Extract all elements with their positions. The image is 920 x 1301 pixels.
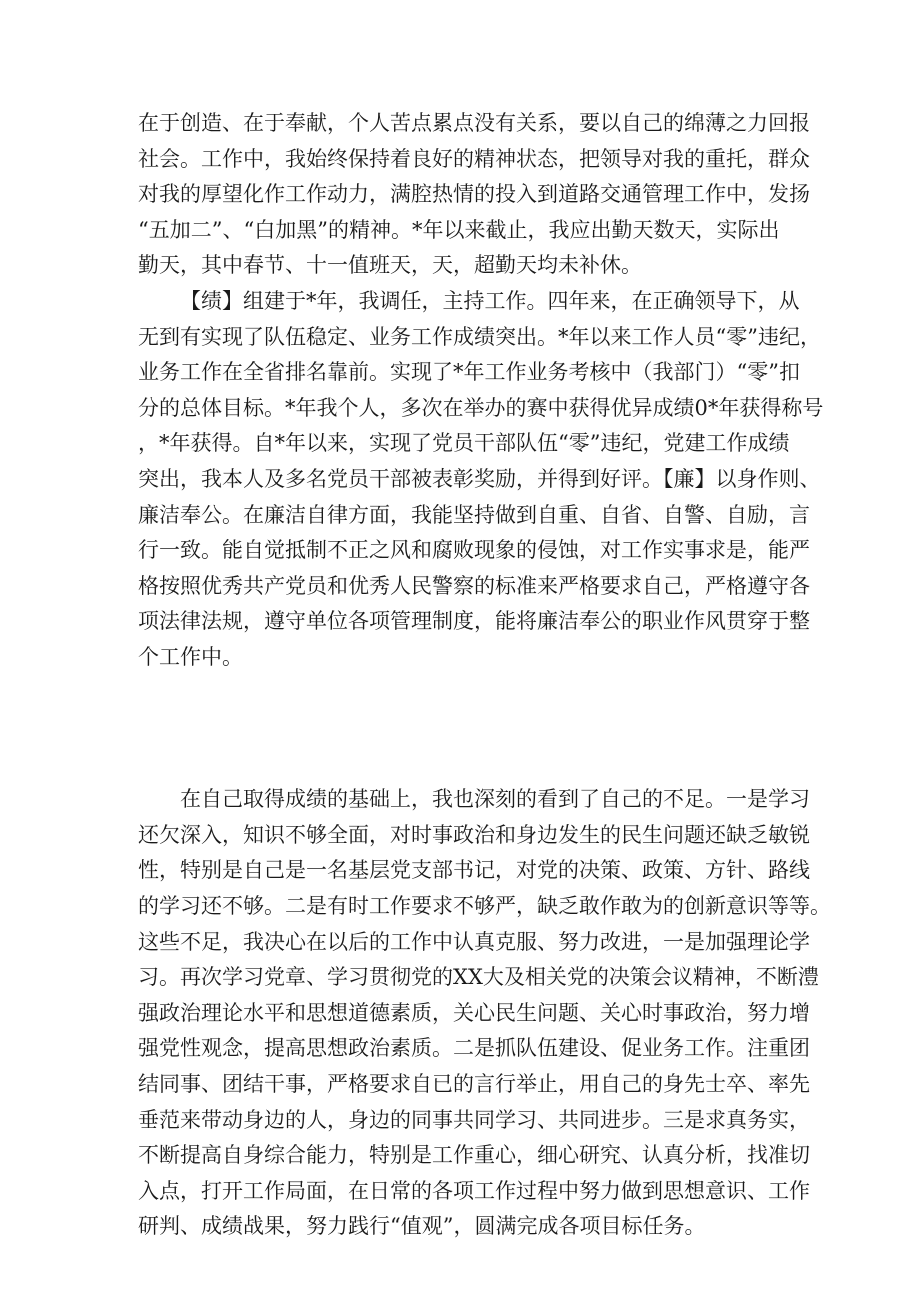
- paragraph-2: [138, 284, 824, 782]
- text-line: 在自己取得成绩的基础上，我也深刻的看到了自己的不足。一是学习: [180, 787, 810, 812]
- text-line: 研判、成绩战果，努力践行“值观”，圆满完成各项目标任务。: [138, 1214, 706, 1239]
- text-line: 格按照优秀共产党员和优秀人民警察的标准来严格要求自己，严格遵守各: [138, 573, 810, 598]
- text-line: 突出，我本人及多名党员干部被表彰奖励，并得到好评。【廉】以身作则、: [138, 466, 821, 491]
- text-line: 的学习还不够。二是有时工作要求不够严，缺乏敢作敢为的创新意识等等。: [138, 894, 831, 919]
- text-line: 业务工作在全省排名靠前。实现了*年工作业务考核中（我部门）“零”扣: [138, 360, 800, 385]
- text-line: ，*年获得。自*年以来，实现了党员干部队伍“零”违纪，党建工作成绩: [138, 431, 790, 456]
- text-line: 勤天，其中春节、十一值班天，天，超勤天均未补休。: [138, 253, 642, 278]
- text-line: 不断提高自身综合能力，特别是工作重心，细心研究、认真分析，找准切: [138, 1143, 810, 1168]
- text-line: 无到有实现了队伍稳定、业务工作成绩突出。*年以来工作人员“零”违纪，: [138, 324, 821, 349]
- text-line: 还欠深入，知识不够全面，对时事政治和身边发生的民生问题还缺乏敏锐: [138, 822, 810, 847]
- text-line: 分的总体目标。*年我个人，多次在举办的赛中获得优异成绩0*年获得称号: [138, 395, 824, 420]
- text-line: 廉洁奉公。在廉洁自律方面，我能坚持做到自重、自省、自警、自励，言: [138, 502, 810, 527]
- text-line: 行一致。能自觉抵制不正之风和腐败现象的侵蚀，对工作实事求是，能严: [138, 538, 810, 563]
- text-line: 社会。工作中，我始终保持着良好的精神状态，把领导对我的重托，群众: [138, 146, 810, 171]
- paragraph-1: [138, 106, 810, 284]
- text-line: 在于创造、在于奉献，个人苦点累点没有关系，要以自己的绵薄之力回报: [138, 111, 810, 135]
- text-line: “五加二”、“白加黑”的精神。*年以来截止，我应出勤天数天，实际出: [138, 217, 780, 242]
- text-line: 强党性观念，提高思想政治素质。二是抓队伍建设、促业务工作。注重团: [138, 1036, 810, 1061]
- text-line: [138, 711, 790, 747]
- text-line: 【绩】组建于*年，我调任，主持工作。四年来，在正确领导下，从: [180, 288, 800, 313]
- text-line: 对我的厚望化作工作动力，满腔热情的投入到道路交通管理工作中，发扬: [138, 182, 810, 207]
- body-text: [138, 106, 831, 1245]
- text-line: 入点，打开工作局面，在日常的各项工作过程中努力做到思想意识、工作: [138, 1178, 810, 1203]
- paragraph-3: [138, 782, 831, 1245]
- text-line: 项法律法规，遵守单位各项管理制度，能将廉洁奉公的职业作风贯穿于整: [138, 609, 810, 634]
- text-line: 习。再次学习党章、学习贯彻党的XX大及相关党的决策会议精神，不断澧: [138, 965, 819, 990]
- text-line: 性，特别是自己是一名基层党支部书记，对党的决策、政策、方针、路线: [138, 858, 810, 883]
- text-line: 垂范来带动身边的人，身边的同事共同学习、共同进步。三是求真务实，: [138, 1107, 810, 1132]
- text-line: 个工作中。: [138, 644, 243, 669]
- text-line: 结同事、团结干事，严格要求自已的言行举止，用自己的身先士卒、率先: [138, 1072, 810, 1097]
- text-line: 强政治理论水平和思想道德素质，关心民生问题、关心时事政治，努力增: [138, 1000, 810, 1025]
- text-line: 这些不足，我决心在以后的工作中认真克服、努力改进，一是加强理论学: [138, 929, 810, 954]
- text-line: [138, 676, 790, 712]
- text-line: [138, 747, 790, 783]
